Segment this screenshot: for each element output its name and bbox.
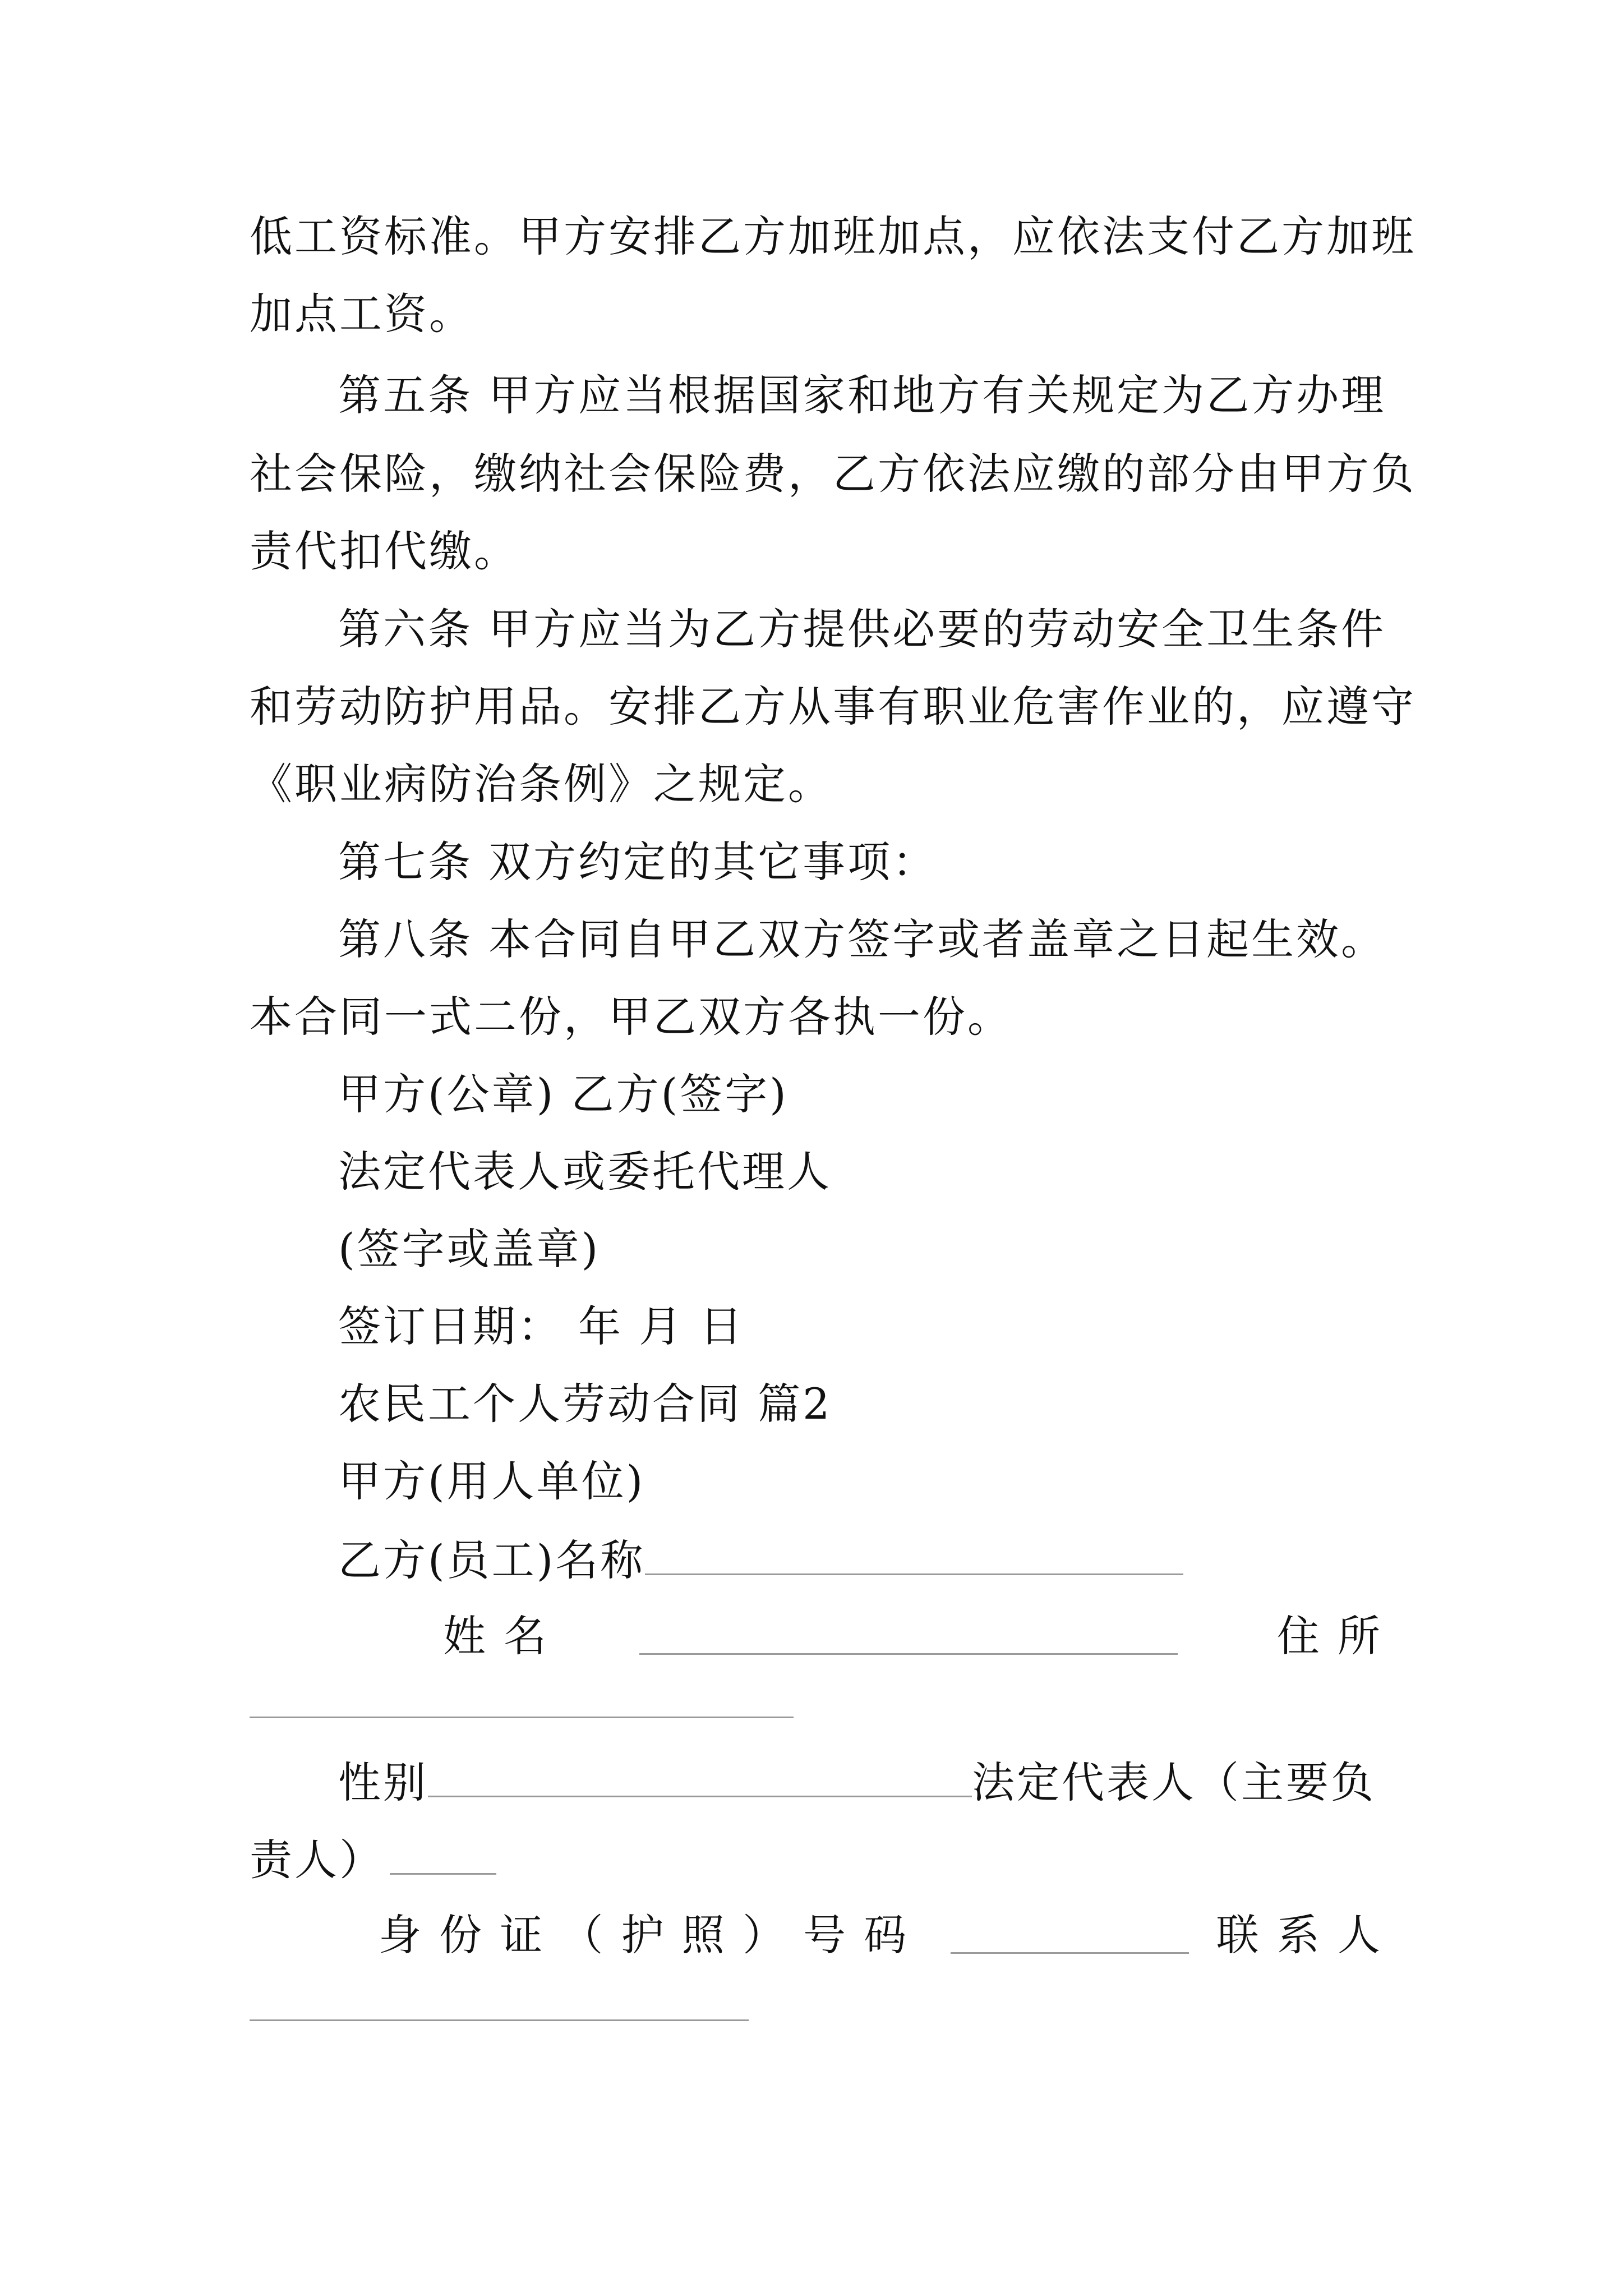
name-blank[interactable] <box>639 1611 1178 1655</box>
contact-label: 联 系 人 <box>1216 1910 1382 1960</box>
contact-blank[interactable] <box>250 2019 749 2021</box>
address-label: 住 所 <box>1276 1611 1382 1661</box>
paragraph-line: 和劳动防护用品。安排乙方从事有职业危害作业的，应遵守 <box>250 682 1416 731</box>
gender-blank[interactable] <box>428 1753 972 1797</box>
legal-rep-cont-label: 责人） <box>250 1835 384 1885</box>
gender-label: 性别 <box>338 1757 428 1807</box>
paragraph-line: 加点工资。 <box>250 289 474 339</box>
legal-rep-label: 法定代表人（主要负 <box>972 1757 1376 1807</box>
article-6-line: 第六条 甲方应当为乙方提供必要的劳动安全卫生条件 <box>338 604 1386 654</box>
gender-row <box>338 1753 1382 1809</box>
article-8-line: 第八条 本合同自甲乙双方签字或者盖章之日起生效。 <box>338 914 1386 964</box>
party-b-name-label: 乙方(员工)名称 <box>338 1535 645 1585</box>
name-address-row <box>250 1608 1382 1664</box>
party-a-label: 甲方(用人单位) <box>338 1456 645 1506</box>
paragraph-line: 低工资标准。甲方安排乙方加班加点，应依法支付乙方加班 <box>250 211 1416 261</box>
paragraph-line: 《职业病防治条例》之规定。 <box>250 759 833 809</box>
article-7-line: 第七条 双方约定的其它事项： <box>338 837 938 887</box>
party-b-name-blank[interactable] <box>645 1531 1183 1575</box>
legal-rep-row <box>250 1830 1382 1887</box>
signing-date: 签订日期： 年 月 日 <box>338 1301 745 1351</box>
section-title: 农民工个人劳动合同 篇2 <box>338 1379 832 1429</box>
sign-or-seal: (签字或盖章) <box>338 1224 601 1274</box>
paragraph-line: 责代扣代缴。 <box>250 526 519 576</box>
party-b-name-row <box>338 1531 1382 1587</box>
name-label: 姓 名 <box>443 1611 549 1661</box>
signature-parties: 甲方(公章) 乙方(签字) <box>338 1069 789 1119</box>
id-number-blank[interactable] <box>951 1910 1189 1954</box>
paragraph-line: 社会保险，缴纳社会保险费，乙方依法应缴的部分由甲方负 <box>250 449 1416 499</box>
id-number-label: 身 份 证 （ 护 照 ） 号 码 <box>379 1910 909 1960</box>
legal-rep-blank[interactable] <box>390 1830 496 1875</box>
address-blank[interactable] <box>250 1717 794 1718</box>
id-contact-row <box>250 1907 1382 1963</box>
legal-representative: 法定代表人或委托代理人 <box>338 1147 832 1197</box>
paragraph-line: 本合同一式二份，甲乙双方各执一份。 <box>250 992 1012 1042</box>
article-5-line: 第五条 甲方应当根据国家和地方有关规定为乙方办理 <box>338 370 1386 420</box>
